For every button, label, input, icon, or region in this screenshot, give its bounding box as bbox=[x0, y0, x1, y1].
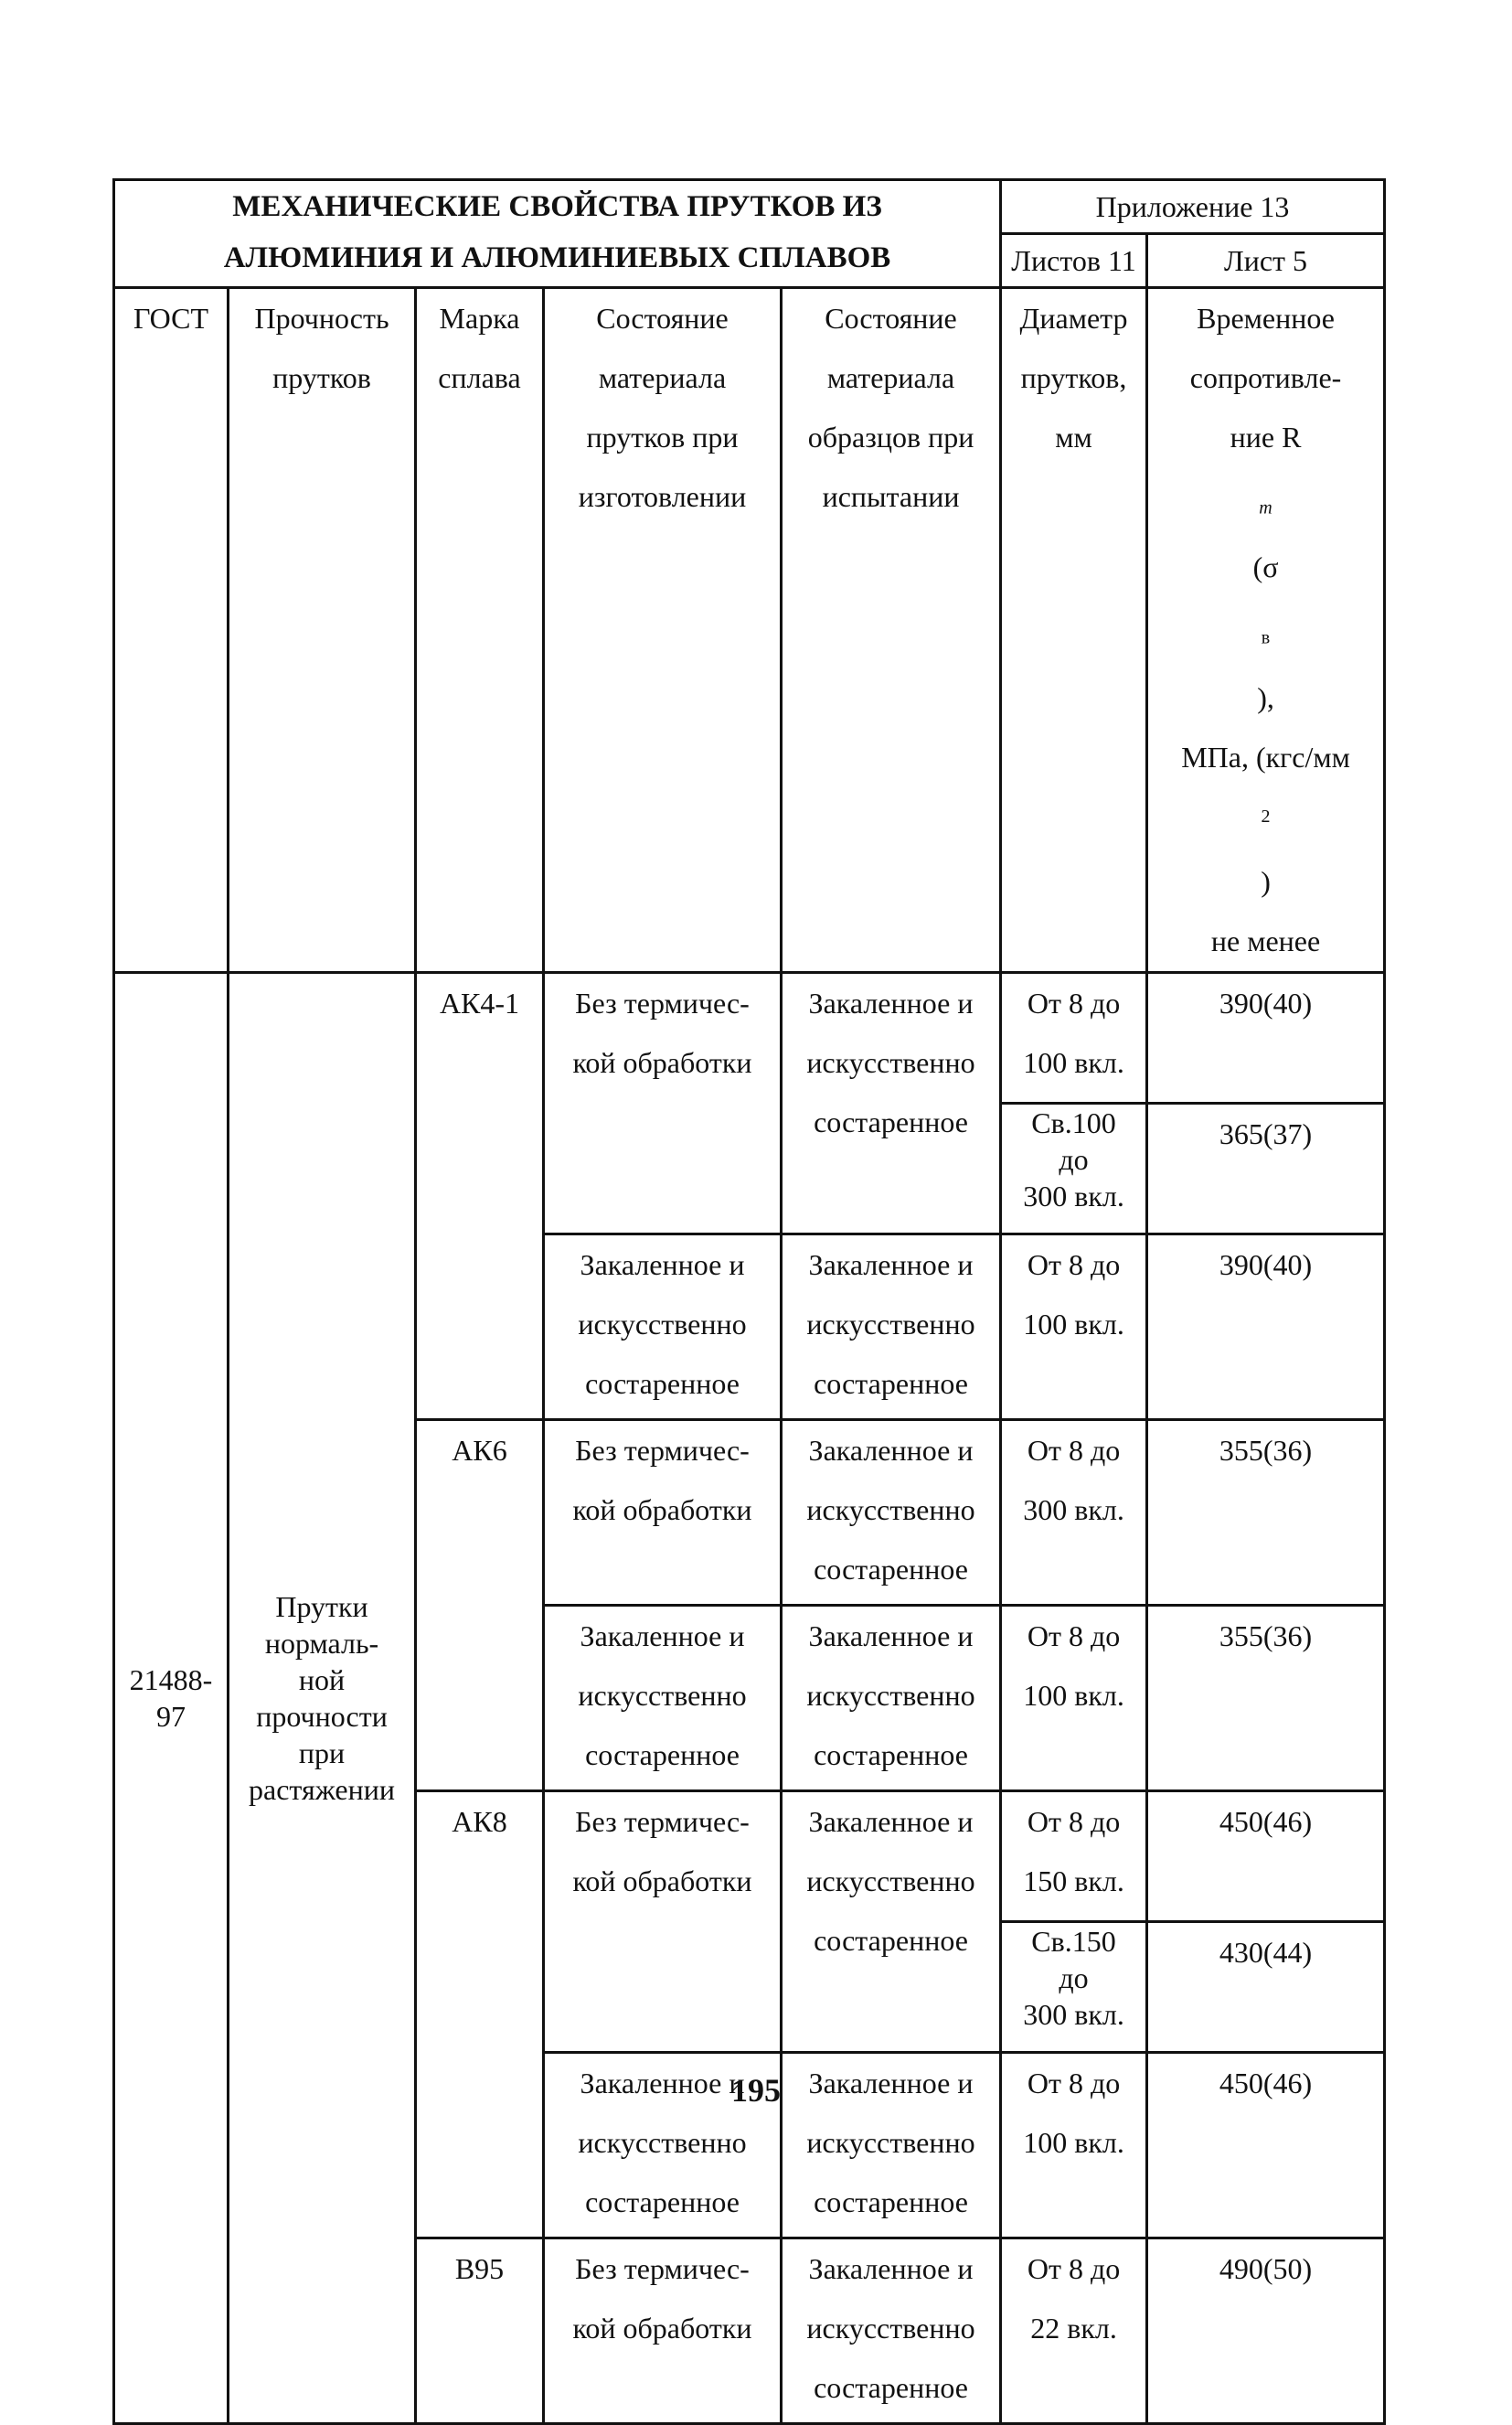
cell-line: Без термичес- bbox=[575, 1805, 750, 1839]
cell-line: Закаленное и bbox=[808, 2252, 974, 2286]
ak8-r1-value-2: 430(44) bbox=[1147, 1922, 1385, 2053]
ak4-1-r1-diameter-1 bbox=[1001, 973, 1147, 1104]
col-diameter-line: мм bbox=[1055, 421, 1092, 454]
strength-line: Прутки bbox=[275, 1590, 368, 1624]
cell-line: От 8 до bbox=[1027, 1619, 1121, 1653]
cell-line: искусственно bbox=[806, 2312, 975, 2345]
cell-line: искусственно bbox=[578, 1679, 747, 1713]
b95-r1-value: 490(50) bbox=[1147, 2238, 1385, 2424]
cell-line: состаренное bbox=[814, 2371, 968, 2405]
col-strength-line: Прочность bbox=[254, 302, 389, 335]
ak4-1-r2-value: 390(40) bbox=[1147, 1234, 1385, 1420]
cell-line: 100 вкл. bbox=[1023, 1046, 1124, 1080]
cell-line: 22 вкл. bbox=[1030, 2312, 1117, 2345]
cell-line: состаренное bbox=[814, 1553, 968, 1586]
cell-line: Закаленное и bbox=[808, 1805, 974, 1839]
col-grade-line: Марка bbox=[439, 302, 520, 335]
page-number: 195 bbox=[731, 2072, 781, 2109]
cell-line: Закаленное и bbox=[808, 1248, 974, 1282]
cell-line: Без термичес- bbox=[575, 1434, 750, 1468]
cell-line: Без термичес- bbox=[575, 2252, 750, 2286]
gost-line: 21488- bbox=[129, 1663, 213, 1697]
cell-line: 300 вкл. bbox=[1023, 1180, 1124, 1213]
col-state-test-line: Состояние bbox=[825, 302, 957, 335]
col-tensile-line: не менее bbox=[1210, 924, 1321, 958]
ak4-1-r2-diameter bbox=[1001, 1234, 1147, 1420]
strength-line: нормаль- bbox=[264, 1627, 379, 1661]
appendix-cell: Приложение 13 bbox=[1001, 180, 1385, 234]
cell-line: От 8 до bbox=[1027, 1434, 1121, 1468]
col-state-manufacture-line: изготовлении bbox=[578, 480, 747, 513]
tensile-sigma-sub: в bbox=[1261, 627, 1271, 648]
cell-line: искусственно bbox=[578, 2126, 747, 2160]
tensile-rm-prefix: ние R bbox=[1230, 421, 1302, 454]
cell-line: Закаленное и bbox=[808, 1434, 974, 1468]
col-state-test-line: испытании bbox=[822, 480, 960, 513]
ak4-1-r1-test bbox=[782, 973, 1001, 1234]
col-state-test-line: материала bbox=[826, 361, 955, 394]
cell-line: искусственно bbox=[806, 1679, 975, 1713]
cell-line: состаренное bbox=[585, 2185, 740, 2219]
cell-line: искусственно bbox=[806, 1864, 975, 1898]
ak8-r1-manufacture bbox=[544, 1791, 782, 2053]
cell-line: От 8 до bbox=[1027, 987, 1121, 1020]
ak6-r2-manufacture bbox=[544, 1606, 782, 1791]
cell-line: состаренное bbox=[814, 2185, 968, 2219]
col-state-manufacture-line: материала bbox=[598, 361, 727, 394]
cell-line: 100 вкл. bbox=[1023, 2126, 1124, 2160]
cell-line: до bbox=[1059, 1143, 1089, 1177]
col-tensile-strength bbox=[1147, 288, 1385, 973]
col-state-manufacture bbox=[544, 288, 782, 973]
col-gost: ГОСТ bbox=[114, 288, 229, 973]
tensile-unit-prefix: МПа, (кгс/мм bbox=[1181, 740, 1350, 774]
cell-line: искусственно bbox=[578, 1308, 747, 1341]
sheets-total-cell: Листов 11 bbox=[1001, 234, 1147, 288]
strength-line: прочности bbox=[256, 1700, 388, 1734]
ak8-r2-value: 450(46) bbox=[1147, 2053, 1385, 2238]
ak6-r1-manufacture bbox=[544, 1420, 782, 1606]
ak6-r2-diameter bbox=[1001, 1606, 1147, 1791]
col-state-manufacture-line: прутков при bbox=[586, 421, 739, 454]
ak6-r2-test bbox=[782, 1606, 1001, 1791]
cell-line: Закаленное и bbox=[580, 1248, 745, 1282]
cell-line: состаренное bbox=[585, 1367, 740, 1401]
tensile-unit-sup: 2 bbox=[1261, 806, 1271, 827]
col-tensile-line bbox=[1152, 728, 1379, 913]
col-strength bbox=[229, 288, 416, 973]
ak4-1-r1-value-1: 390(40) bbox=[1147, 973, 1385, 1104]
col-state-test bbox=[782, 288, 1001, 973]
cell-line: 100 вкл. bbox=[1023, 1679, 1124, 1713]
col-tensile-line: сопротивле- bbox=[1189, 361, 1342, 394]
cell-line: кой обработки bbox=[572, 1493, 752, 1527]
cell-line: 150 вкл. bbox=[1023, 1864, 1124, 1898]
cell-line: Св.100 bbox=[1031, 1106, 1116, 1140]
cell-line: кой обработки bbox=[572, 1046, 752, 1080]
ak6-r1-diameter bbox=[1001, 1420, 1147, 1606]
cell-line: состаренное bbox=[814, 1106, 968, 1139]
col-diameter-line: прутков, bbox=[1020, 361, 1127, 394]
b95-r1-diameter bbox=[1001, 2238, 1147, 2424]
strength-line: при bbox=[298, 1736, 346, 1770]
grade-b95: В95 bbox=[416, 2238, 544, 2424]
col-diameter bbox=[1001, 288, 1147, 973]
grade-ak8: АК8 bbox=[416, 1791, 544, 2238]
ak4-1-r1-manufacture bbox=[544, 973, 782, 1234]
tensile-sigma: (σ bbox=[1252, 550, 1279, 584]
grade-ak6: АК6 bbox=[416, 1420, 544, 1791]
title-line-1: МЕХАНИЧЕСКИЕ СВОЙСТВА ПРУТКОВ ИЗ bbox=[232, 190, 882, 223]
cell-line: 100 вкл. bbox=[1023, 1308, 1124, 1341]
cell-line: состаренное bbox=[814, 1738, 968, 1772]
cell-line: состаренное bbox=[814, 1367, 968, 1401]
cell-line: состаренное bbox=[585, 1738, 740, 1772]
col-state-manufacture-line: Состояние bbox=[596, 302, 729, 335]
cell-line: От 8 до bbox=[1027, 2252, 1121, 2286]
strength-cell bbox=[229, 973, 416, 2424]
col-strength-line: прутков bbox=[272, 361, 371, 394]
cell-line: Закаленное и bbox=[808, 1619, 974, 1653]
col-tensile-line: Временное bbox=[1197, 302, 1335, 335]
ak8-r1-value-1: 450(46) bbox=[1147, 1791, 1385, 1922]
cell-line: 300 вкл. bbox=[1023, 1493, 1124, 1527]
cell-line: От 8 до bbox=[1027, 1805, 1121, 1839]
cell-line: до bbox=[1059, 1961, 1089, 1995]
cell-line: искусственно bbox=[806, 1308, 975, 1341]
cell-line: искусственно bbox=[806, 1046, 975, 1080]
cell-line: Св.150 bbox=[1031, 1925, 1116, 1959]
title-line-2: АЛЮМИНИЯ И АЛЮМИНИЕВЫХ СПЛАВОВ bbox=[223, 241, 891, 274]
strength-line: ной bbox=[298, 1663, 346, 1697]
b95-r1-test bbox=[782, 2238, 1001, 2424]
cell-line: Закаленное и bbox=[808, 987, 974, 1020]
col-grade-line: сплава bbox=[438, 361, 521, 394]
ak6-r1-test bbox=[782, 1420, 1001, 1606]
col-tensile-line bbox=[1152, 408, 1379, 728]
cell-line: кой обработки bbox=[572, 1864, 752, 1898]
cell-line: кой обработки bbox=[572, 2312, 752, 2345]
gost-line: 97 bbox=[156, 1700, 186, 1734]
b95-r1-manufacture bbox=[544, 2238, 782, 2424]
ak4-1-r2-test bbox=[782, 1234, 1001, 1420]
ak6-r1-value: 355(36) bbox=[1147, 1420, 1385, 1606]
ak6-r2-value: 355(36) bbox=[1147, 1606, 1385, 1791]
sheet-number-cell: Лист 5 bbox=[1147, 234, 1385, 288]
cell-line: искусственно bbox=[806, 1493, 975, 1527]
tensile-unit-end: ) bbox=[1261, 865, 1271, 899]
cell-line: Закаленное и bbox=[580, 1619, 745, 1653]
ak4-1-r1-diameter-2 bbox=[1001, 1104, 1147, 1234]
cell-line: Закаленное и bbox=[580, 2067, 745, 2100]
gost-cell bbox=[114, 973, 229, 2424]
cell-line: 300 вкл. bbox=[1023, 1998, 1124, 2032]
cell-line: От 8 до bbox=[1027, 1248, 1121, 1282]
ak8-r1-diameter-1 bbox=[1001, 1791, 1147, 1922]
cell-line: Без термичес- bbox=[575, 987, 750, 1020]
tensile-rm-sub: m bbox=[1259, 497, 1272, 518]
ak8-r1-diameter-2 bbox=[1001, 1922, 1147, 2053]
strength-line: растяжении bbox=[249, 1773, 395, 1807]
ak4-1-r2-manufacture bbox=[544, 1234, 782, 1420]
col-state-test-line: образцов при bbox=[807, 421, 974, 454]
cell-line: искусственно bbox=[806, 2126, 975, 2160]
ak4-1-r1-value-2: 365(37) bbox=[1147, 1104, 1385, 1234]
col-diameter-line: Диаметр bbox=[1019, 302, 1128, 335]
table-title bbox=[114, 180, 1001, 288]
cell-line: состаренное bbox=[814, 1924, 968, 1958]
tensile-rm-end: ), bbox=[1257, 680, 1274, 714]
cell-line: Закаленное и bbox=[808, 2067, 974, 2100]
grade-ak4-1: АК4-1 bbox=[416, 973, 544, 1420]
col-grade bbox=[416, 288, 544, 973]
cell-line: От 8 до bbox=[1027, 2067, 1121, 2100]
ak8-r1-test bbox=[782, 1791, 1001, 2053]
